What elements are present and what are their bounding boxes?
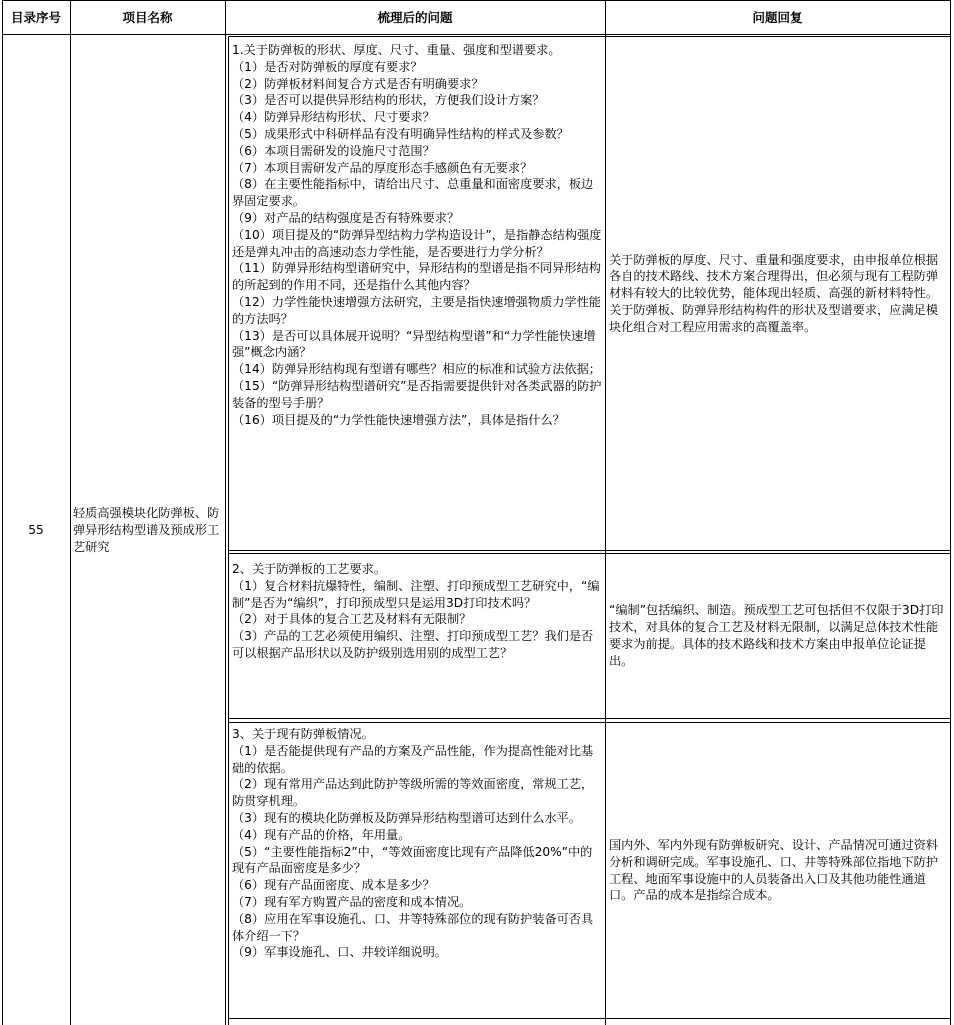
table-border-col4 bbox=[605, 0, 606, 1025]
reply-cell-1 bbox=[609, 37, 947, 550]
reply-text-1: 关于防弹板的厚度、尺寸、重量和强度要求，由申报单位根据各自的技术路线、技术方案合理得出，但必须与现有工程防弹材料有较大的比较优势，能体现出轻质、高强的新材料特性。关于防弹板、防弹异形结构构件的形状及型谱要求，应满足模块化组合对工程应用需求的高覆盖率。 bbox=[609, 252, 939, 334]
table-border-col3-inner bbox=[228, 36, 229, 1025]
reply-text-2: “编制”包括编织、制造。预成型工艺可包括但不仅限于3D打印技术，对具体的复合工艺及材料无限制，以满足总体技术性能要求为前提。具体的技术路线和技术方案由申报单位论证提出。 bbox=[609, 603, 944, 668]
section-2-bottom-border bbox=[228, 718, 951, 719]
header-index: 目录序号 bbox=[10, 10, 61, 25]
reply-cell-3 bbox=[609, 723, 947, 1018]
table-border-right bbox=[950, 0, 951, 1025]
question-block-1: 1.关于防弹板的形状、厚度、尺寸、重量、强度和型谱要求。 （1）是否对防弹板的厚度有要求？ （2）防弹板材料间复合方式是否有明确要求？ （3）是否可以提供异形结构的形状，方便我们设计方案？ （4）防弹异形结构形状、尺寸要求？ （5）成果形式中科研样品有没有明确异性结构的样式及参数？ （6）本项目需研发的设施尺寸范围？ （7）本项目需研发产品的厚度形态手感颜色有无要求？ （8）在主要性能指标中，请给出尺寸、总重量和面密度要求，板边界固定要求。 （9）对产品的结构强度是否有特殊要求？ （10）项目提及的“防弹异型结构力学构造设计”，是指静态结构强度还是弹丸冲击的高速动态力学性能，是否要进行力学分析？ （11）防弹异形结构型谱研究中，异形结构的型谱是指不同异形结构的所起到的作用不同，还是指什么其他内容？ （12）力学性能快速增强方法研究，主要是指快速增强物质力学性能的方法吗？ （13）是否可以具体展开说明？“异型结构型谱”和“力学性能快速增强”概念内涵？ （14）防弹异形结构现有型谱有哪些？相应的标准和试验方法依据；（15）“防弹异形结构型谱研究”是否指需要提供针对各类武器的防护装备的型号手册？ （16）项目提及的“力学性能快速增强方法”，具体是指什么？ bbox=[232, 43, 602, 427]
section-3-bottom-border bbox=[228, 1018, 951, 1019]
row-index: 55 bbox=[28, 523, 44, 538]
header-replies: 问题回复 bbox=[752, 10, 803, 25]
header-project-name: 项目名称 bbox=[122, 10, 173, 25]
reply-text-3: 国内外、军内外现有防弹板研究、设计、产品情况可通过资料分析和调研完成。军事设施孔、口、井等特殊部位指地下防护工程、地面军事设施中的人员装备出入口及其他功能性通道口。产品的成本是指综合成本。 bbox=[609, 837, 939, 903]
header-bottom-border bbox=[2, 34, 951, 35]
reply-cell-2 bbox=[609, 554, 947, 718]
table-border-col2 bbox=[70, 0, 71, 1025]
question-block-2: 2、关于防弹板的工艺要求。 （1）复合材料抗爆特性，编制、注塑、打印预成型工艺研究中，“编制”是否为“编织”，打印预成型只是运用3D打印技术吗？ （2）对于具体的复合工艺及材料有无限制？ （3）产品的工艺必须使用编织、注塑、打印预成型工艺？我们是否可以根据产品形状以及防护级别选用别的成型工艺？ bbox=[232, 562, 600, 660]
question-block-3: 3、关于现有防弹板情况。 （1）是否能提供现有产品的方案及产品性能，作为提高性能对比基础的依据。 （2）现有常用产品达到此防护等级所需的等效面密度，常规工艺，防贯穿机理。 （3）现有的模块化防弹板及防弹异形结构型谱可达到什么水平。 （4）现有产品的价格，年用量。 （5）“主要性能指标2”中，“等效面密度比现有产品降低20%”中的现有产品面密度是多少？ （6）现有产品面密度、成本是多少？ （7）现有军方购置产品的密度和成本情况。 （8）应用在军事设施孔、口、井等特殊部位的现有防护装备可否具体介绍一下？ （9）军事设施孔、口、井较详细说明。 bbox=[232, 727, 594, 960]
section-1-bottom-border bbox=[228, 550, 951, 551]
project-name: 轻质高强模块化防弹板、防弹异形结构型谱及预成形工艺研究 bbox=[73, 506, 220, 554]
header-questions: 梳理后的问题 bbox=[377, 10, 453, 25]
table-border-col3 bbox=[225, 0, 226, 1025]
row-index-cell bbox=[2, 36, 70, 1025]
project-name-cell bbox=[73, 36, 224, 1025]
